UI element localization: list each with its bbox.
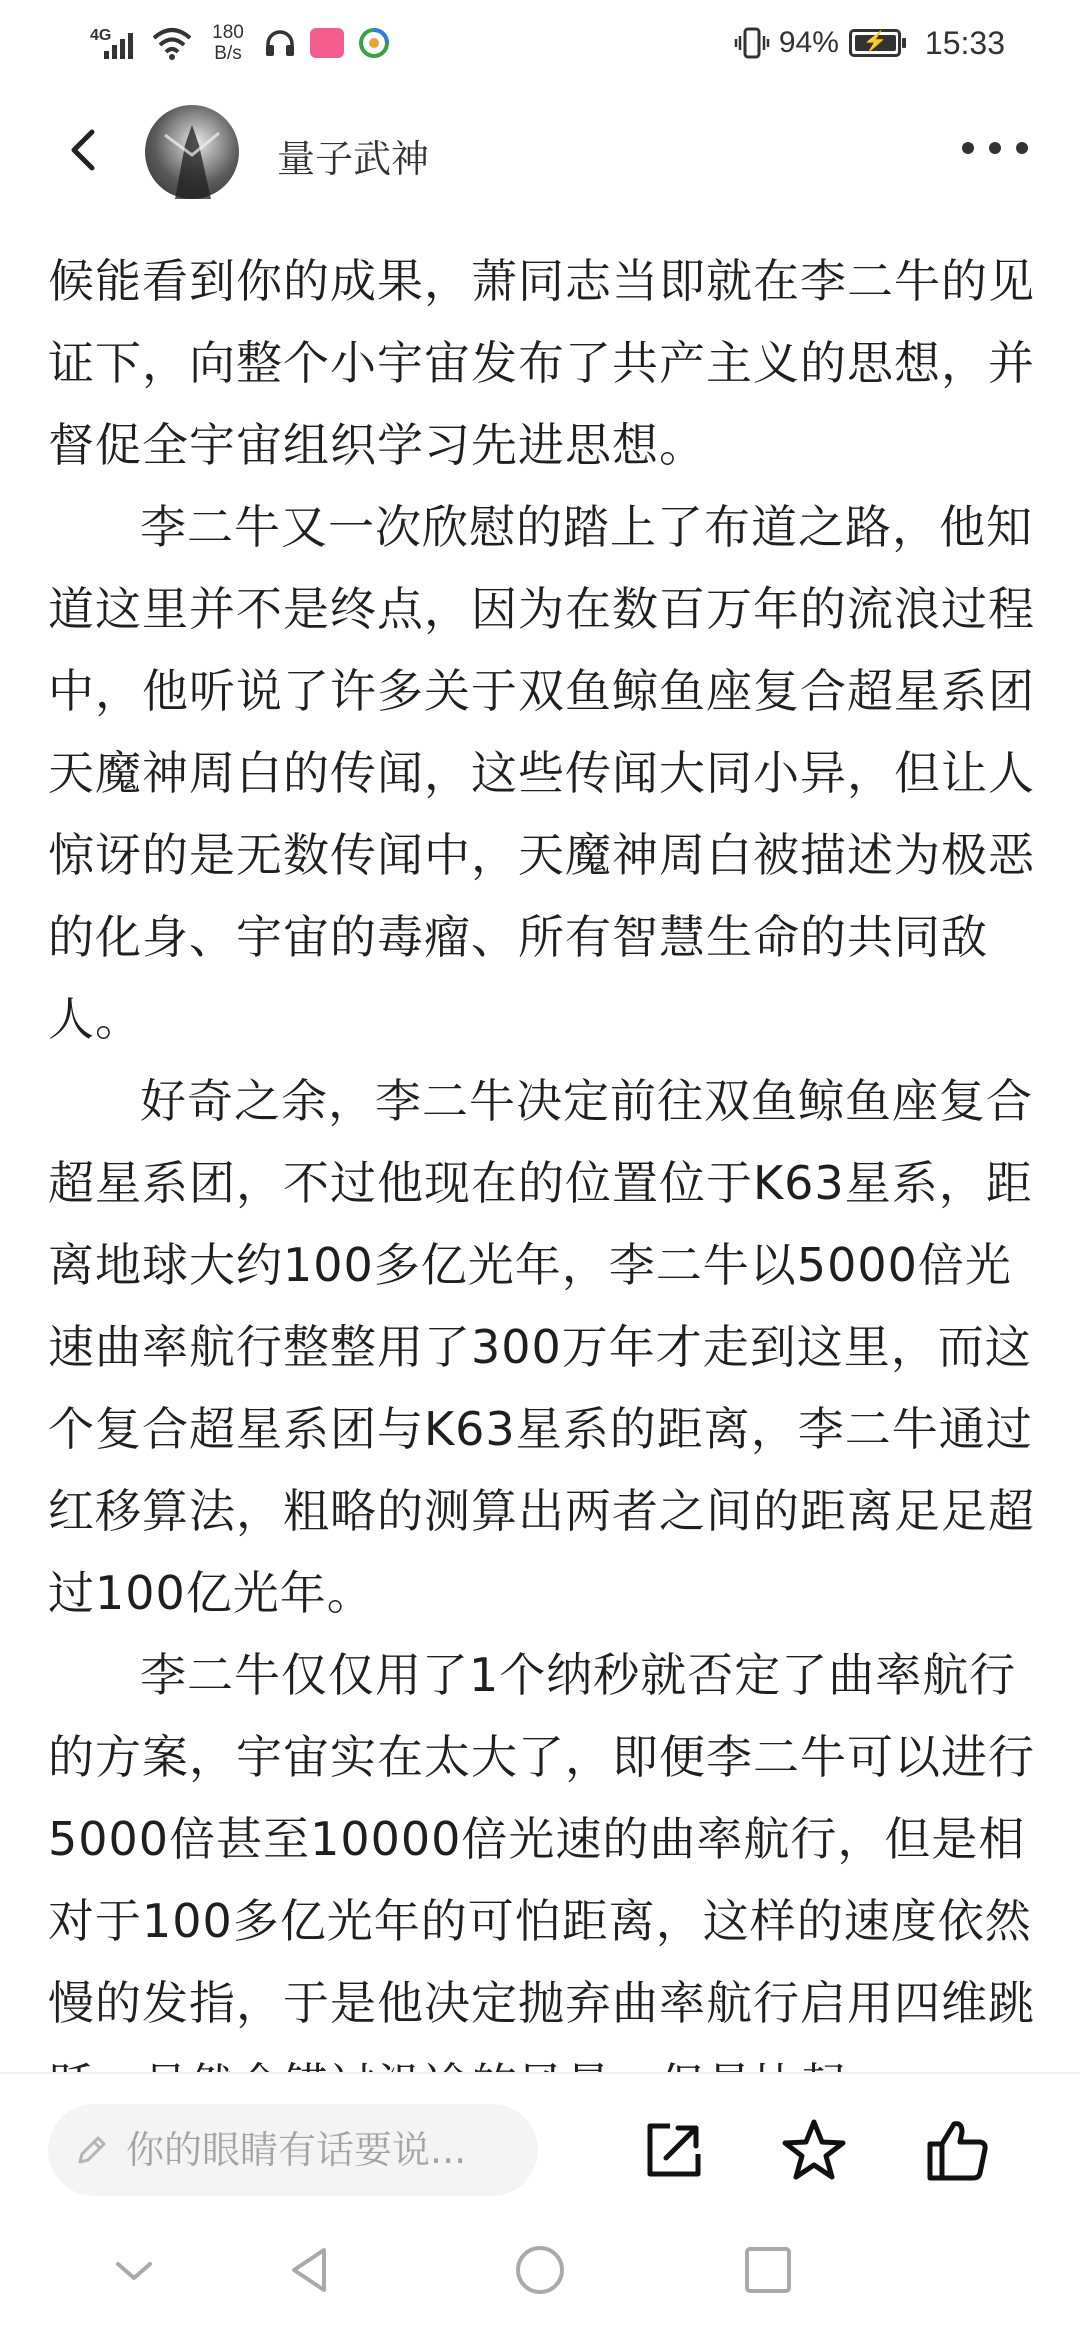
collapse-chevron-icon[interactable] (104, 2240, 164, 2300)
battery-icon: ⚡ (849, 29, 901, 57)
nav-home-icon[interactable] (510, 2240, 570, 2300)
cellular-signal-icon (90, 23, 138, 63)
author-avatar[interactable] (145, 105, 239, 199)
nav-back-icon[interactable] (280, 2240, 340, 2300)
share-icon[interactable] (640, 2116, 708, 2184)
app-notification-icon (358, 27, 390, 59)
article-paragraph: 候能看到你的成果，萧同志当即就在李二牛的见证下，向整个小宇宙发布了共产主义的思想，并督促全宇宙组织学习先进思想。 (48, 254, 1035, 472)
article-paragraph: 李二牛又一次欣慰的踏上了布道之路，他知道这里并不是终点，因为在数百万年的流浪过程中，他听说了许多关于双鱼鲸鱼座复合超星系团天魔神周白的传闻，这些传闻大同小异，但让人惊讶的是无数传闻中，天魔神周白被描述为极恶的化身、宇宙的毒瘤、所有智慧生命的共同敌人。 (48, 500, 1035, 1046)
star-icon[interactable] (780, 2116, 848, 2184)
network-speed-unit: B/s (214, 43, 242, 64)
network-speed (206, 22, 250, 64)
back-chevron-icon[interactable] (60, 124, 112, 176)
network-speed-value: 180 (212, 22, 244, 43)
author-name[interactable]: 量子武神 (277, 137, 430, 181)
pencil-icon (74, 2132, 110, 2168)
comment-input[interactable] (126, 2128, 516, 2172)
system-nav-bar (0, 2220, 1080, 2340)
wifi-icon (152, 26, 192, 60)
thumbs-up-icon[interactable] (924, 2116, 992, 2184)
article-body (48, 240, 1038, 2072)
article-header (0, 100, 1080, 200)
vibrate-icon (735, 26, 769, 60)
bilibili-app-icon (310, 28, 344, 58)
headphones-icon (264, 28, 296, 58)
nav-recents-icon[interactable] (738, 2240, 798, 2300)
status-right (735, 18, 1005, 68)
article-paragraph: 李二牛仅仅用了1个纳秒就否定了曲率航行的方案，宇宙实在太大了，即便李二牛可以进行5000倍甚至10000倍光速的曲率航行，但是相对于100多亿光年的可怕距离，这样的速度依然慢的发指，于是他决定抛弃曲率航行启用四维跳 (48, 1648, 1035, 2030)
bottom-action-bar (0, 2072, 1080, 2222)
status-left (90, 18, 390, 68)
more-dots-icon[interactable] (962, 138, 1028, 160)
comment-box[interactable] (48, 2104, 538, 2196)
battery-percentage: 94% (778, 26, 839, 59)
network-type: 4G (90, 27, 112, 44)
clock: 15:33 (924, 24, 1005, 61)
article-paragraph: 好奇之余，李二牛决定前往双鱼鲸鱼座复合超星系团，不过他现在的位置位于K63星系，距离地球大约100多亿光年，李二牛以5000倍光速曲率航行整整用了300万年才走到这里，而这个复合超星系团与K63星系的距离，李二牛通过红移算法，粗略的测算出两者之间的距离足足超过100亿光年。 (48, 1074, 1035, 1620)
status-bar (0, 0, 1080, 84)
